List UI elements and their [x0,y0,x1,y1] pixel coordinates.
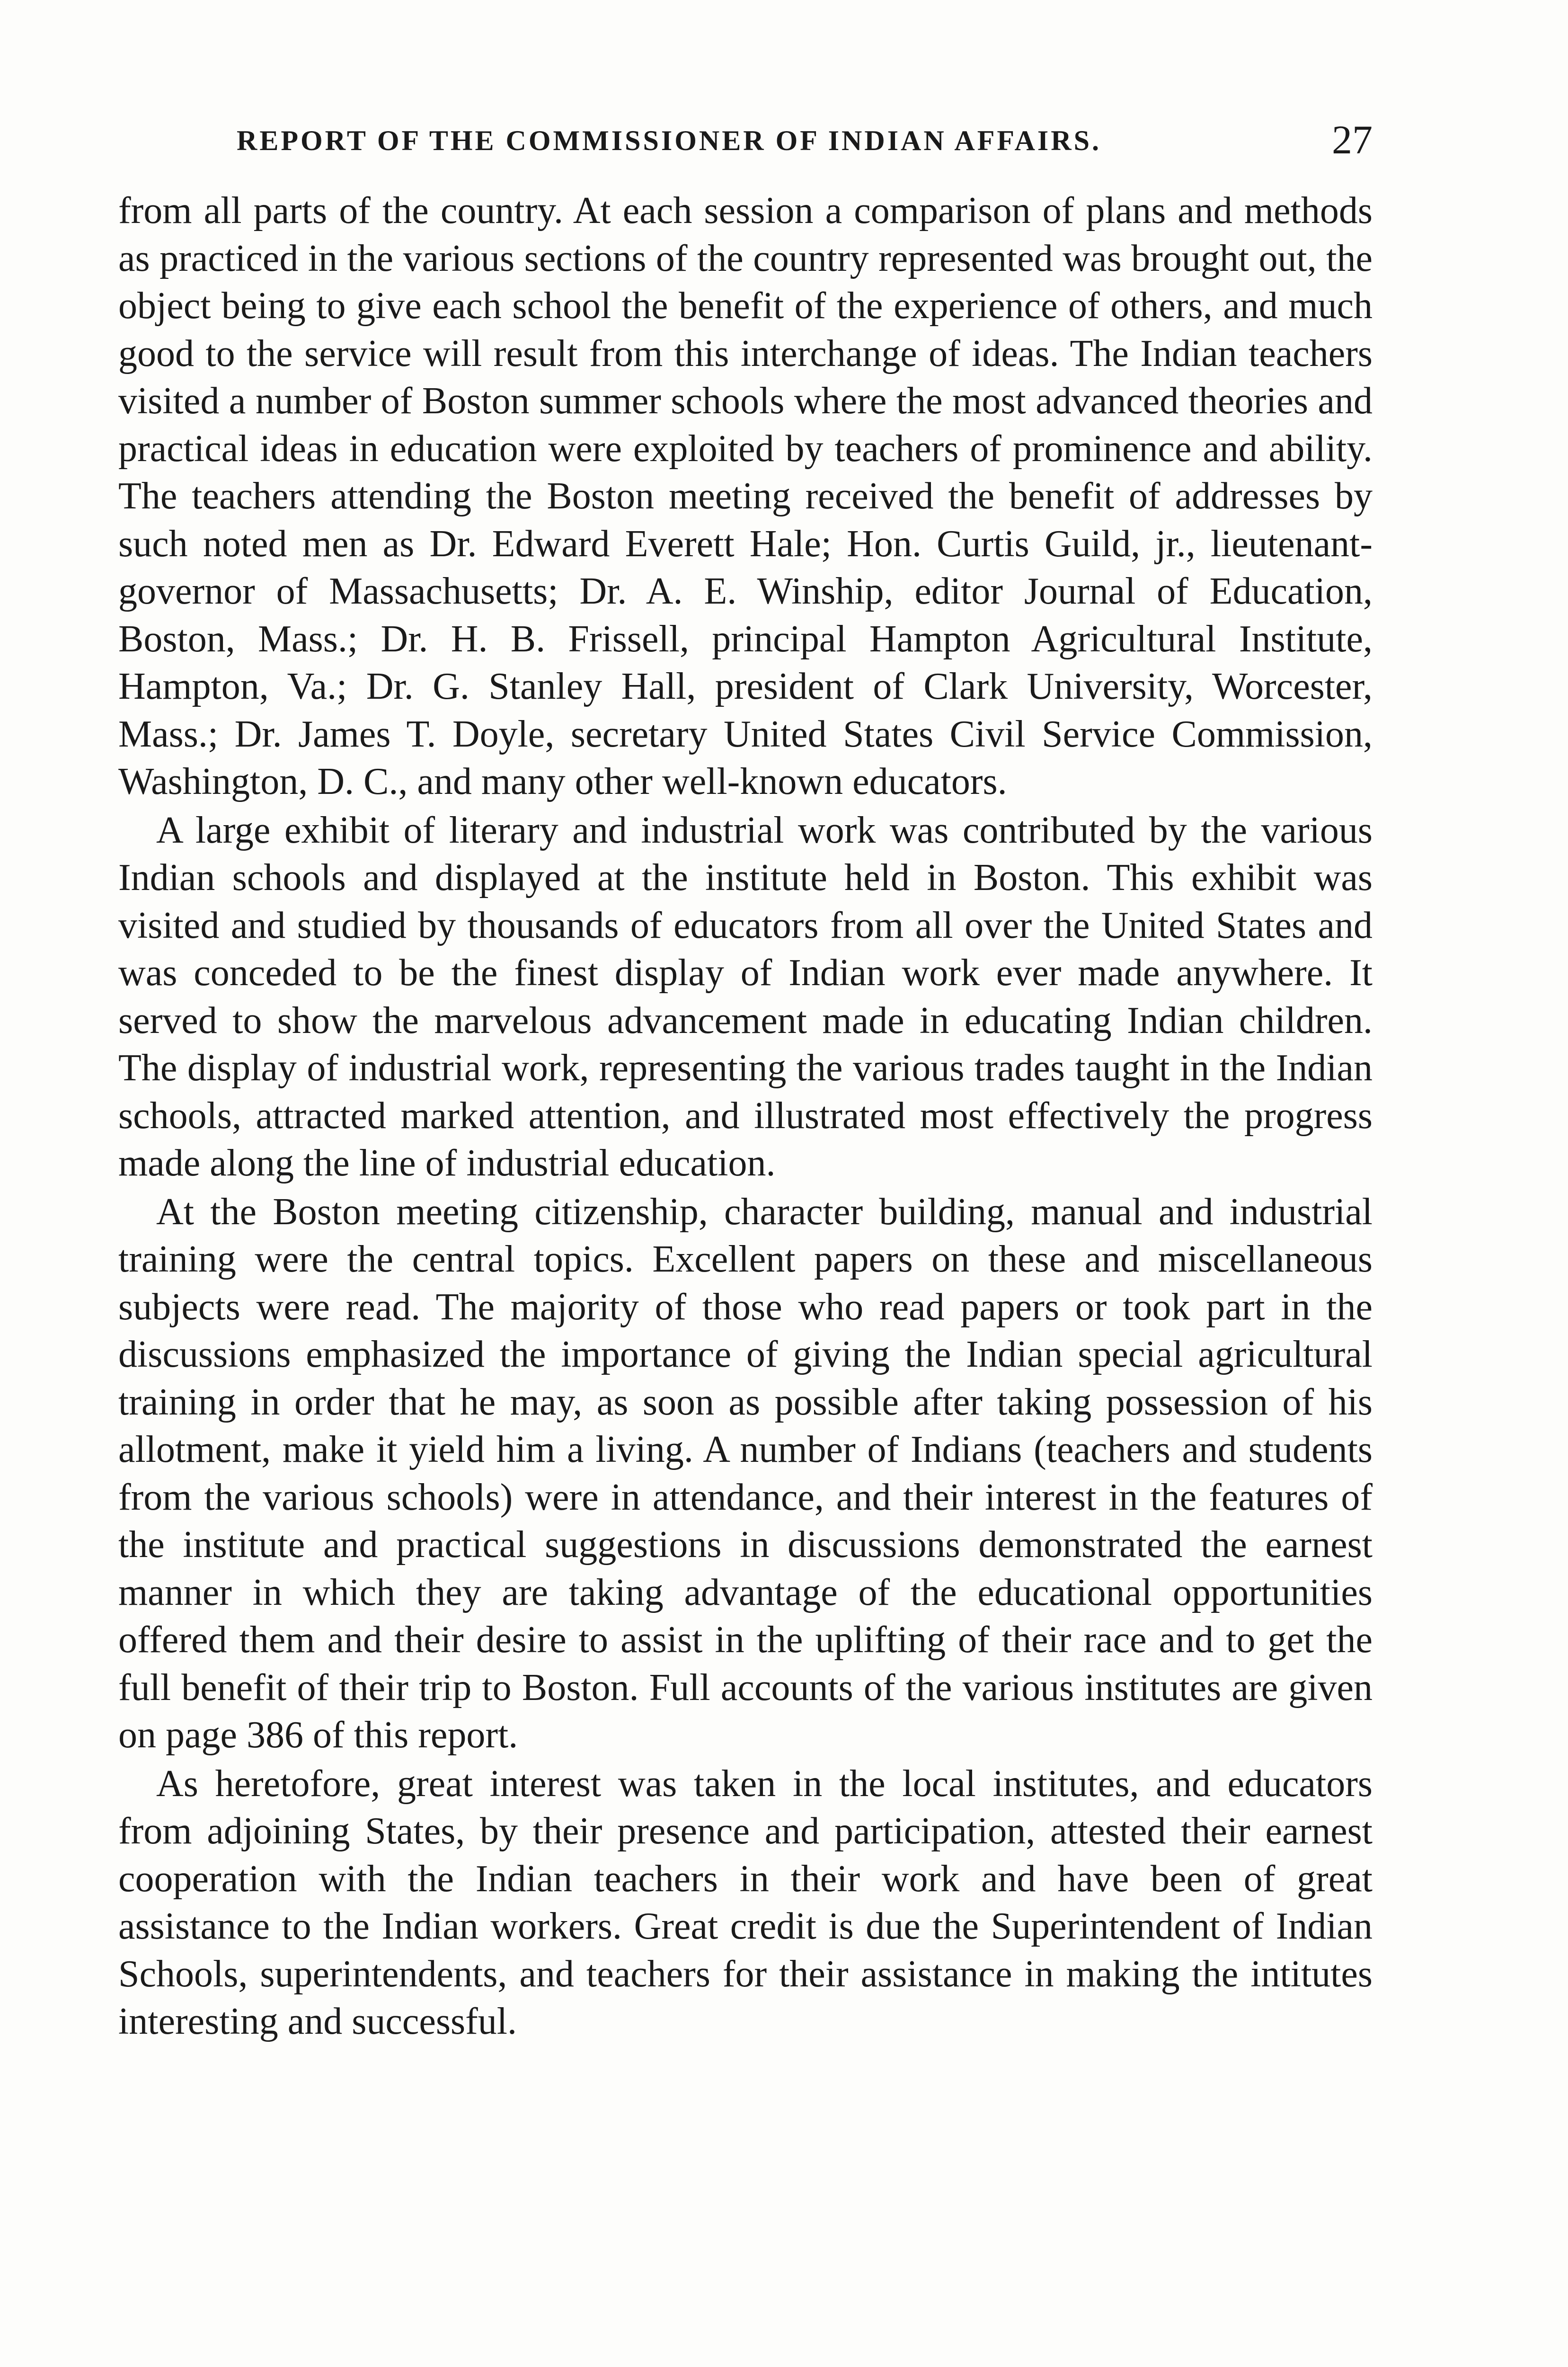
page-number: 27 [1332,117,1373,162]
running-head: REPORT OF THE COMMISSIONER OF INDIAN AFFAIRS. [237,125,1101,156]
page-header [118,116,1373,173]
paragraph: from all parts of the country. At each session a comparison of plans and methods as practiced in the various sections of the country represented was brought out, the object being to give each school the benefit of the experience of others, and much good to the service will result from this interchange of ideas. The Indian teachers visited a number of Boston summer schools where the most advanced theories and practical ideas in education were exploited by teachers of prominence and ability. The teachers attending the Boston meeting received the benefit of addresses by such noted men as Dr. Edward Everett Hale; Hon. Curtis Guild, jr., lieutenant-governor of Massachusetts; Dr. A. E. Winship, editor Journal of Education, Boston, Mass.; Dr. H. B. Frissell, principal Hampton Agricultural Institute, Hampton, Va.; Dr. G. Stanley Hall, president of Clark University, Worcester, Mass.; Dr. James T. Doyle, secretary United States Civil Service Commission, Washington, D. C., and many other well-known educators. [118,190,1373,802]
body-text [118,187,1373,2046]
paragraph: As heretofore, great interest was taken in the local institutes, and educators from adjoining States, by their presence and participation, attested their earnest cooperation with the Indian teachers in their work and have been of great assistance to the Indian workers. Great credit is due the Superintendent of Indian Schools, superintendents, and teachers for their assistance in making the intitutes interesting and successful. [118,1762,1373,2042]
paragraph: At the Boston meeting citizenship, character building, manual and industrial training were the central topics. Excellent papers on these and miscellaneous subjects were read. The majority of those who read papers or took part in the discussions emphasized the importance of giving the Indian special agricultural training in order that he may, as soon as possible after taking possession of his allotment, make it yield him a living. A number of Indians (teachers and students from the various schools) were in attendance, and their interest in the features of the institute and practical suggestions in discussions demonstrated the earnest manner in which they are taking advantage of the educational opportunities offered them and their desire to assist in the uplifting of their race and to get the full benefit of their trip to Boston. Full accounts of the various institutes are given on page 386 of this report. [118,1191,1373,1756]
paragraph: A large exhibit of literary and industrial work was contributed by the various Indian schools and displayed at the institute held in Boston. This exhibit was visited and studied by thousands of educators from all over the United States and was conceded to be the finest display of Indian work ever made anywhere. It served to show the marvelous advancement made in educating Indian children. The display of industrial work, representing the various trades taught in the Indian schools, attracted marked attention, and illustrated most effectively the progress made along the line of industrial education. [118,809,1373,1184]
